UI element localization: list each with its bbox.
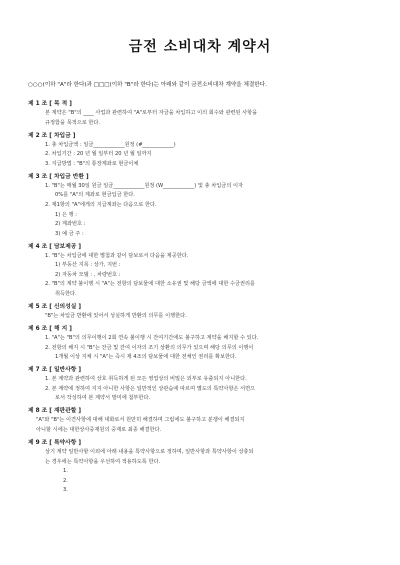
article-line: 1개월 이상 지체 시 "A"는 즉시 제 4조의 담보물에 대한 전체인 권리를 확보한다. — [55, 354, 237, 361]
article-line: 아니할 시에는 대한상사중재원의 중재로 최종 해결한다. — [36, 426, 162, 433]
article-heading: 제 5 조 [ 신의성실 ] — [28, 304, 82, 311]
article-line: 로서 작성하여 본 계약서 말미에 첨부한다. — [55, 395, 151, 402]
article-heading: 제 6 조 [ 해 지 ] — [28, 326, 72, 333]
article-1 — [28, 99, 380, 131]
article-line: 1. 본 계약과 관련하여 상호 취득하게 된 모든 영업상의 비밀은 외부로 유출되지 아니한다. — [45, 376, 247, 383]
article-heading: 제 9 조 [ 특약사항 ] — [28, 439, 82, 446]
intro-paragraph: ○○○(이하 "A"라 한다)과 □□□(이하 "B"라 한다)는 아래와 같이 금전소비대차 계약을 체결한다. — [28, 82, 267, 88]
article-line: "A"와 "B"는 이견사항에 대해 대화로서 원만히 해결하며 그럼에도 불구하고 분쟁이 해결되지 — [36, 417, 245, 424]
article-2 — [28, 131, 380, 172]
article-heading: 제 8 조 [ 재판관할 ] — [28, 408, 82, 415]
article-heading: 제 3 조 [ 차입금 반환 ] — [28, 173, 89, 180]
article-line: 2. 전항의 해지 시 "B"는 잔금 및 잔여 이자의 조기 상환의 의무가 있으며 해당 의무의 이행이 — [45, 344, 254, 351]
article-heading: 제 1 조 [ 목 적 ] — [28, 101, 72, 107]
page-title: 금전 소비대차 계약서 — [128, 39, 272, 55]
article-line: 상기 계약 일반사항 이외에 아래 내용을 특약사항으로 정하며, 일반사항과 특약사항이 상충되 — [45, 448, 254, 455]
article-line: 3. 지급방법 : "B"의 통장계좌로 현금이체 — [45, 160, 139, 167]
article-line: "B"는 차입금 반환에 있어서 성실하게 반환의 의무를 이행한다. — [45, 313, 187, 320]
article-line: 2) 자동차 모델 : , 차량번호 : — [55, 271, 121, 278]
article-7 — [28, 365, 380, 406]
article-line: 1. — [63, 468, 68, 475]
article-line: 1) 은 행 : — [55, 211, 78, 218]
article-heading: 제 7 조 [ 일반사항 ] — [28, 367, 82, 374]
article-9 — [28, 438, 380, 498]
article-8 — [28, 406, 380, 438]
article-line: 1. "B"는 차입금에 대한 별첨과 같이 담보로서 다음을 제공한다. — [45, 252, 189, 259]
article-line: 규정함을 목적으로 한다. — [45, 119, 101, 126]
article-line: 1) 부동산 지목 : 상가, 지번 : — [55, 262, 121, 269]
article-line: 2. "B"의 계약 불이행 시 "A"는 전항의 담보물에 대한 소유권 및 해당 금액에 대한 수금권리를 — [45, 281, 256, 288]
article-line: 2. 본 계약에 정하여 지지 아니한 사항은 일반적인 상관습에 따르며 별도의 특약사항은 서면으 — [45, 385, 256, 392]
article-6 — [28, 324, 380, 365]
article-line: 2. 제1항의 "A"에게의 지급계좌는 다음으로 한다. — [45, 201, 157, 208]
article-line: 3) 예 금 주 : — [55, 230, 84, 237]
articles-container — [28, 99, 380, 498]
article-line: 2. 차입기간 : 20 년 월 일부터 20 년 월 일까지 — [45, 151, 152, 158]
article-line: 는 경우에는 특약사항을 우선하여 적용하도록 한다. — [45, 458, 161, 465]
article-line: 0%를 "A"의 계좌로 현금입금 한다. — [55, 192, 135, 199]
article-line: 1. "B"는 매월 30일 원금 일금____________원정 (W____________) 및 총 차입금의 이자 — [45, 182, 243, 189]
article-line: 2) 계좌번호 : — [55, 221, 86, 228]
article-line: 본 계약은 "B"의 ____ 사업과 관련하여 "A"로부터 자금을 차입하고 이의 회수와 관련된 사항을 — [45, 110, 258, 116]
article-line: 1. "A"는 "B"의 의무이행이 2회 연속 불이행 시 잔여기간에도 불구하고 계약을 해지할 수 있다. — [45, 335, 259, 342]
article-line: 취득한다. — [55, 291, 77, 298]
article-line: 2. — [63, 477, 68, 484]
article-heading: 제 2 조 [ 차입금 ] — [28, 132, 76, 139]
article-5 — [28, 302, 380, 324]
article-3 — [28, 172, 380, 242]
article-line: 1. 총 차입금액 : 일금____________원정 (#____________) — [45, 141, 176, 148]
article-line: 3. — [63, 487, 68, 494]
article-heading: 제 4 조 [ 담보제공 ] — [28, 243, 82, 250]
article-4 — [28, 242, 380, 302]
